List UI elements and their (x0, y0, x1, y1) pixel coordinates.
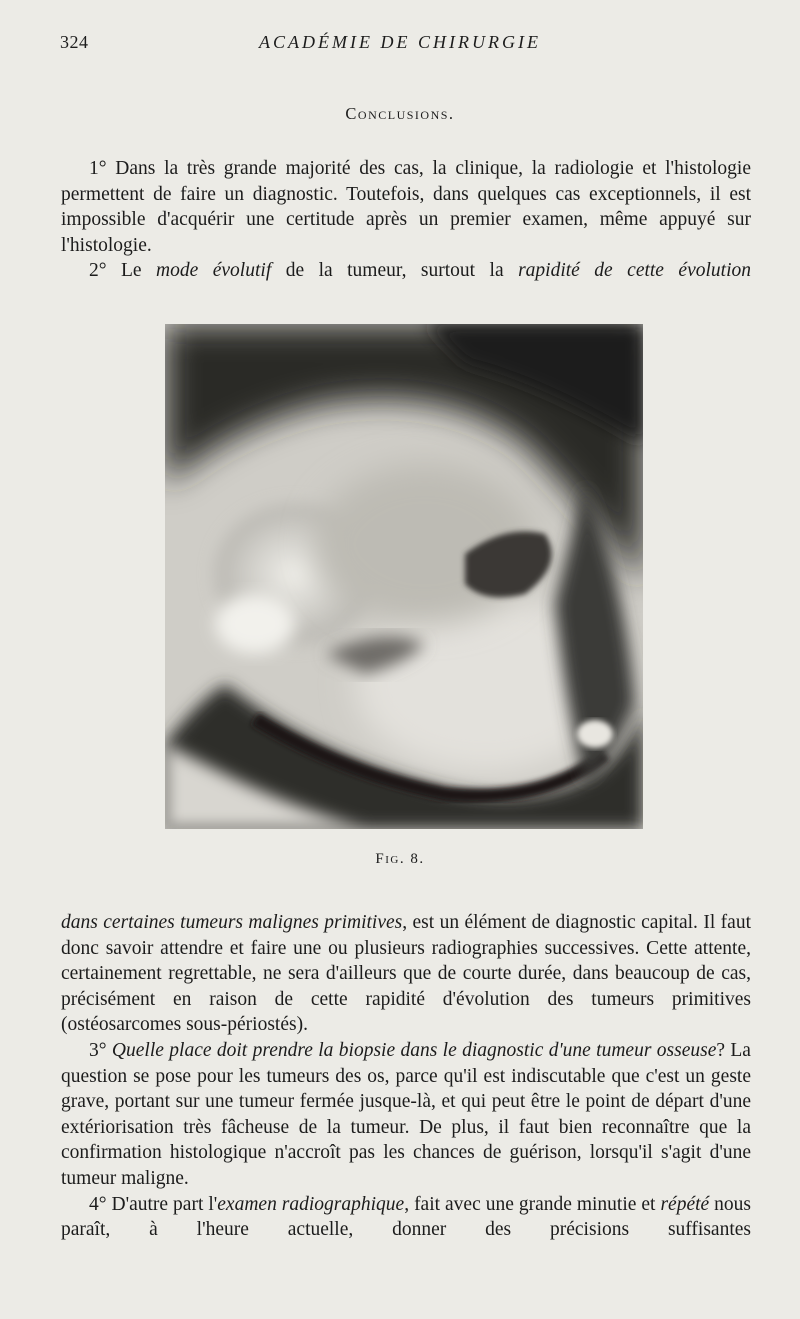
text-block-top (61, 156, 751, 284)
figure-caption: Fig. 8. (375, 851, 425, 867)
p2-cont-text: , est un élément de diagnostic capital. Il faut donc savoir attendre et faire une ou plusieurs radiographies successives. Cette attente, certainement regrettable, ne sera d'ailleurs que de courte durée, dans beaucoup de cas, précisément en raison de cette rapidité d'évolution des tumeurs primitives (ostéosarcomes sous-périostés). (61, 912, 751, 1036)
p2-emphasis-tumeurs: dans certaines tumeurs malignes primitives (61, 912, 403, 933)
paragraph-2-continuation (61, 910, 751, 1038)
running-head: ACADÉMIE DE CHIRURGIE (259, 32, 541, 52)
p4-emphasis-repete: répété (660, 1193, 710, 1215)
p2-emphasis-rapidite: rapidité de cette évolution (518, 260, 751, 282)
p2-emphasis-mode: mode évolutif (156, 260, 272, 282)
p2-text-c: de la tumeur, surtout la (271, 260, 519, 282)
paragraph-4 (61, 1192, 751, 1243)
p3-text-a: 3° (89, 1039, 112, 1061)
text-block-bottom (61, 910, 751, 1243)
p4-text-c: , fait avec une grande minutie et (404, 1193, 661, 1215)
radiograph-figure (165, 324, 643, 829)
p4-emphasis-examen: examen radiographique (217, 1193, 405, 1215)
p3-text-c: ? La question se pose pour les tumeurs des os, parce qu'il est indiscutable que c'est un geste grave, portant sur une tumeur fermée jusque-là, et qui peut être le point de départ d'une extériorisation très fâcheuse de la tumeur. De plus, il faut bien reconnaître que la confirmation histologique n'accroît pas les chances de guérison, lorsqu'il s'agit d'une tumeur maligne. (61, 1039, 751, 1189)
page-number: 324 (60, 32, 89, 52)
paragraph-1: 1° Dans la très grande majorité des cas, la clinique, la radiologie et l'histologie permettent de faire un diagnostic. Toutefois, dans quelques cas exceptionnels, il est impossible d'acquérir une certitude après un premier examen, même appuyé sur l'histologie. (61, 158, 751, 256)
radiograph-image (165, 324, 643, 829)
p2-text-a: 2° Le (89, 260, 157, 282)
p4-text-e: nous paraît, à l'heure actuelle, donner des précisions suffisantes (61, 1193, 751, 1241)
paragraph-2-start (61, 258, 751, 284)
p4-text-a: 4° D'autre part l' (89, 1193, 218, 1215)
p3-emphasis-biopsie: Quelle place doit prendre la biopsie dans le diagnostic d'une tumeur osseuse (111, 1039, 717, 1061)
section-title: Conclusions. (345, 104, 455, 123)
paragraph-3 (61, 1038, 751, 1192)
